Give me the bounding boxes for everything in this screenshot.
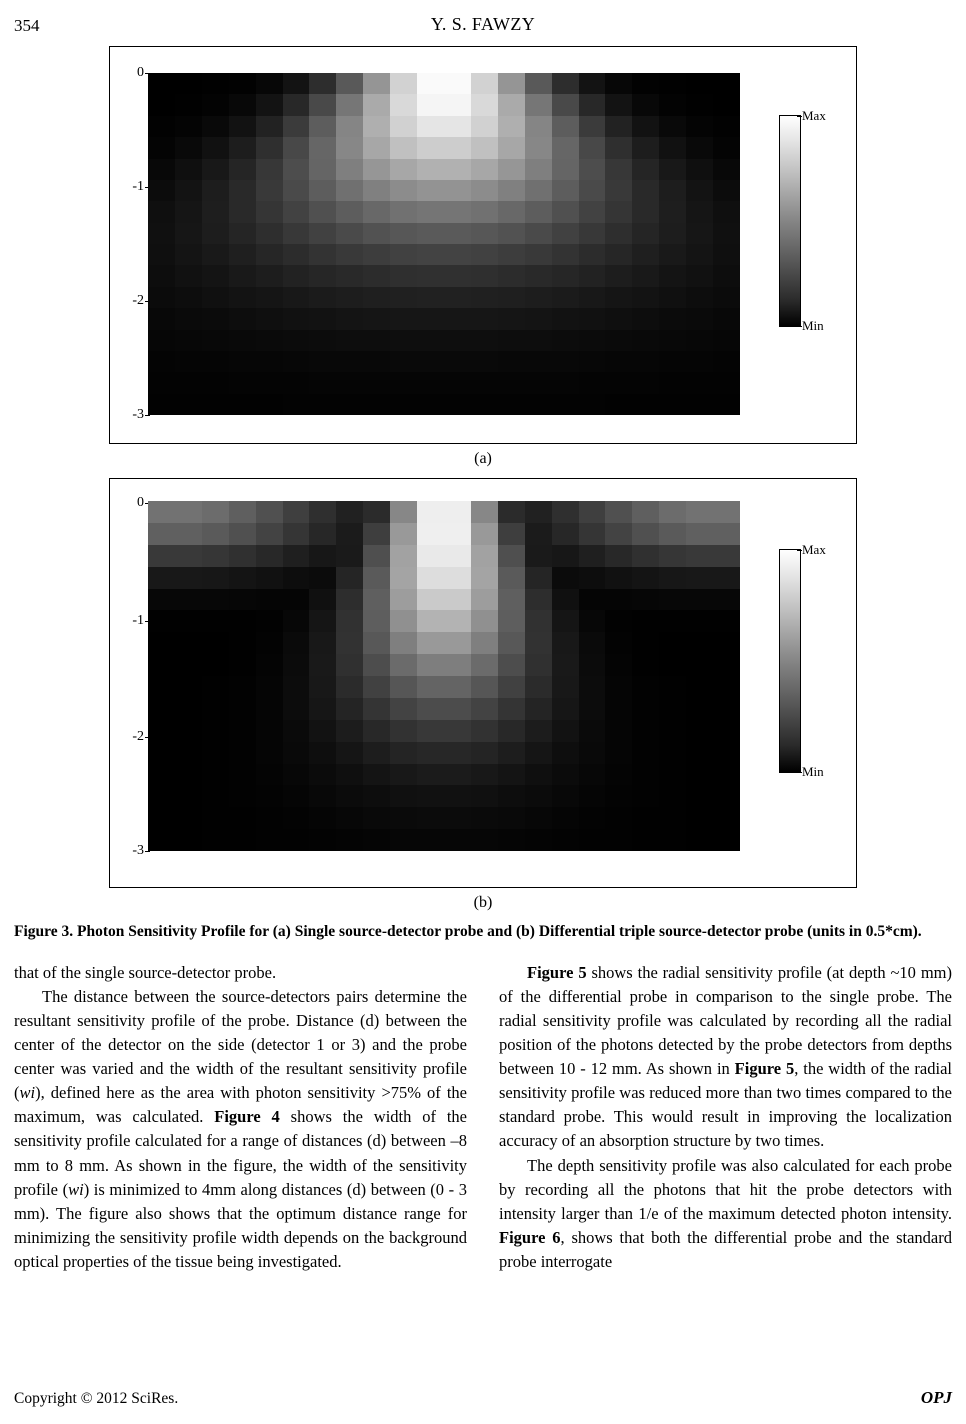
figure-3b-colorbar [779, 542, 826, 779]
paragraph-text: , shows that both the differential probe and the standard probe interrogate [499, 1227, 952, 1271]
figure-3a-colorbar [779, 108, 826, 333]
figure-reference: Figure 5 [527, 962, 587, 982]
figure-3a-letter: (a) [474, 450, 492, 467]
sensitivity-heatmap-a [148, 73, 740, 415]
left-column [14, 961, 467, 1274]
paragraph-text: ), defined here as the area with photon sensitivity >75% of the maximum, was calculated. [14, 1083, 467, 1127]
paragraph [14, 985, 467, 1274]
figure-3a [109, 46, 857, 468]
colorbar-min-label: Min [802, 318, 824, 333]
page-footer [14, 1388, 952, 1408]
y-tick: -3 [132, 407, 144, 422]
running-head [14, 10, 952, 46]
italic-term: wi [68, 1179, 84, 1199]
running-head-title: Y. S. FAWZY [430, 14, 536, 34]
paragraph-text: shows the radial sensitivity profile (at depth ~10 mm) of the differential probe in comparison to the single probe. The radial sensitivity profile was calculated by recording all the radial position of the photons detected by the probe detectors from depths between 10 - 12 mm. As shown in [499, 962, 952, 1079]
y-tick: -3 [132, 843, 144, 858]
y-tick: -1 [132, 179, 144, 194]
page-number: 354 [14, 16, 40, 35]
paragraph-text: that of the single source-detector probe. [14, 962, 277, 982]
paragraph-text: The distance between the source-detectors pairs determine the resultant sensitivity profile of the probe. Distance (d) between the center of the detector on the side (detector 1 or 3) and the probe center was varied and the width of the resultant sensitivity profile ( [14, 987, 467, 1103]
y-tick: -2 [132, 729, 144, 744]
figure-reference: Figure 6 [499, 1227, 561, 1247]
figure-3b-letter: (b) [473, 894, 493, 911]
paragraph-text: ) is minimized to 4mm along distances (d) between (0 - 3 mm). The figure also shows that the optimum distance range for minimizing the sensitivity profile width depends on the background optical properties of the tissue being investigated. [14, 1179, 467, 1271]
figure-reference: Figure 4 [214, 1107, 280, 1127]
y-tick: 0 [137, 65, 144, 80]
figure-3a-plot [148, 73, 740, 415]
colorbar-max-label: Max [802, 108, 826, 123]
sensitivity-heatmap-b [148, 501, 740, 851]
y-tick: 0 [137, 495, 144, 510]
journal-abbreviation: OPJ [920, 1388, 952, 1407]
figure-3b-frame [109, 478, 857, 888]
y-tick: -2 [132, 293, 144, 308]
figure-3b-y-axis [110, 479, 148, 887]
colorbar-min-label: Min [802, 764, 824, 779]
document-page [0, 10, 966, 1424]
figure-3a-frame [109, 46, 857, 444]
paragraph-text: , the width of the radial sensitivity profile was reduced more than two times compared to the standard probe. This would result in improving the localization accuracy of an absorption structure by two times. [499, 1059, 952, 1151]
y-tick: -1 [132, 613, 144, 628]
italic-term: wi [19, 1083, 36, 1103]
colorbar-max-label: Max [802, 542, 826, 557]
right-column [499, 961, 952, 1274]
figure-3-caption: Figure 3. Photon Sensitivity Profile for (a) Single source-detector probe and (b) Differential triple source-detector probe (units in 0.5*cm). [14, 923, 922, 940]
figure-reference: Figure 5 [734, 1059, 795, 1079]
figure-3b [109, 478, 857, 912]
paragraph [499, 1154, 952, 1274]
figure-3b-plot [148, 501, 740, 851]
body-columns [14, 961, 952, 1274]
figure-3a-y-axis [110, 47, 148, 443]
copyright-text: Copyright © 2012 SciRes. [14, 1390, 179, 1407]
paragraph-text: shows the width of the sensitivity profile calculated for a range of distances (d) between –8 mm to 8 mm. As shown in the figure, the width of the sensitivity profile ( [14, 1107, 467, 1199]
paragraph [14, 961, 467, 985]
paragraph [499, 961, 952, 1154]
paragraph-text: The depth sensitivity profile was also calculated for each probe by recording all the photons that hit the probe detectors with intensity larger than 1/e of the maximum detected photon intensity. [499, 1155, 952, 1223]
